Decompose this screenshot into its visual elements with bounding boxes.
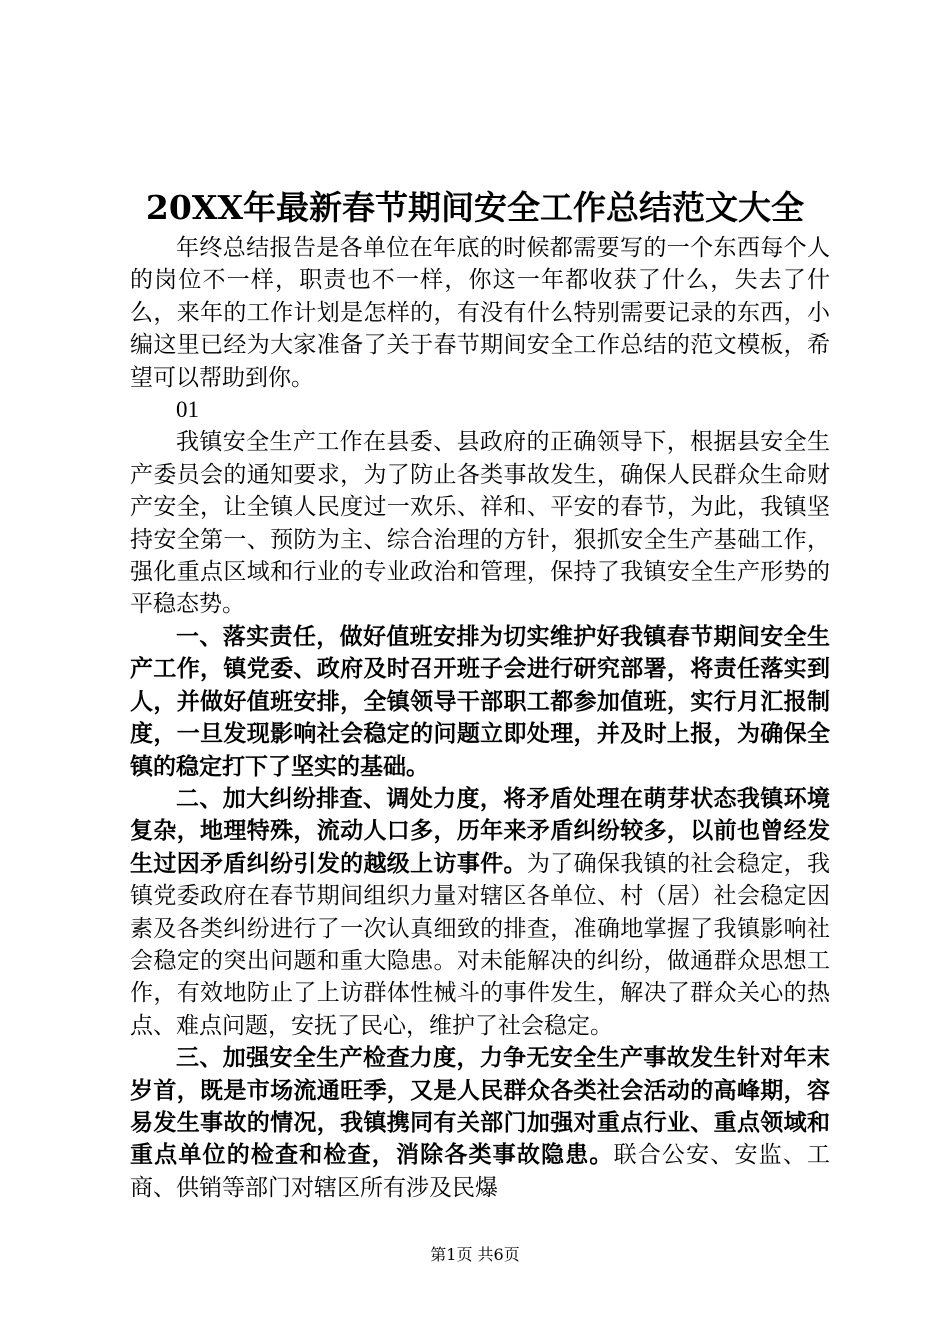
- document-body: [130, 232, 830, 1204]
- paragraph-4: [130, 1042, 830, 1204]
- section-number: 01: [176, 397, 199, 423]
- paragraph-3-heading: 二、加大纠纷排查、调处力度，将矛盾处理在萌芽状态我镇环境复杂，地理特殊，流动人口多，历年来矛盾纠纷较多，以前也曾经发生过因矛盾纠纷引发的越级上访事件。: [130, 784, 830, 877]
- page-footer: 第1页 共6页: [430, 1245, 520, 1264]
- paragraph-3: [130, 783, 830, 1042]
- paragraph-2: 一、落实责任，做好值班安排为切实维护好我镇春节期间安全生产工作，镇党委、政府及时召开班子会进行研究部署，将责任落实到人，并做好值班安排，全镇领导干部职工都参加值班，实行月汇报制度，一旦发现影响社会稳定的问题立即处理，并及时上报，为确保全镇的稳定打下了坚实的基础。: [130, 622, 830, 780]
- paragraph-1: 我镇安全生产工作在县委、县政府的正确领导下，根据县安全生产委员会的通知要求，为了防止各类事故发生，确保人民群众生命财产安全，让全镇人民度过一欢乐、祥和、平安的春节，为此，我镇坚持安全第一、预防为主、综合治理的方针，狠抓安全生产基础工作，强化重点区域和行业的专业政治和管理，保持了我镇安全生产形势的平稳态势。: [130, 429, 830, 618]
- paragraph-3-body: 为了确保我镇的社会稳定，我镇党委政府在春节期间组织力量对辖区各单位、村（居）社会稳定因素及各类纠纷进行了一次认真细致的排查，准确地掌握了我镇影响社会稳定的突出问题和重大隐患。对未能解决的纠纷，做通群众思想工作，有效地防止了上访群体性械斗的事件发生，解决了群众关心的热点、难点问题，安抚了民心，维护了社会稳定。: [130, 850, 831, 1039]
- intro-paragraph: 年终总结报告是各单位在年底的时候都需要写的一个东西每个人的岗位不一样，职责也不一样，你这一年都收获了什么，失去了什么，来年的工作计划是怎样的，有没有什么特别需要记录的东西，小编这里已经为大家准备了关于春节期间安全工作总结的范文模板，希望可以帮助到你。: [130, 235, 830, 391]
- document-title: 20XX年最新春节期间安全工作总结范文大全: [145, 188, 805, 227]
- paragraph-4-body: 联合公安、安监、工商、供销等部门对辖区所有涉及民爆: [130, 1142, 831, 1201]
- paragraph-4-heading: 三、加强安全生产检查力度，力争无安全生产事故发生针对年末岁首，既是市场流通旺季，又是人民群众各类社会活动的高峰期，容易发生事故的情况，我镇携同有关部门加强对重点行业、重点领域和重点单位的检查和检查，消除各类事故隐患。: [130, 1044, 830, 1169]
